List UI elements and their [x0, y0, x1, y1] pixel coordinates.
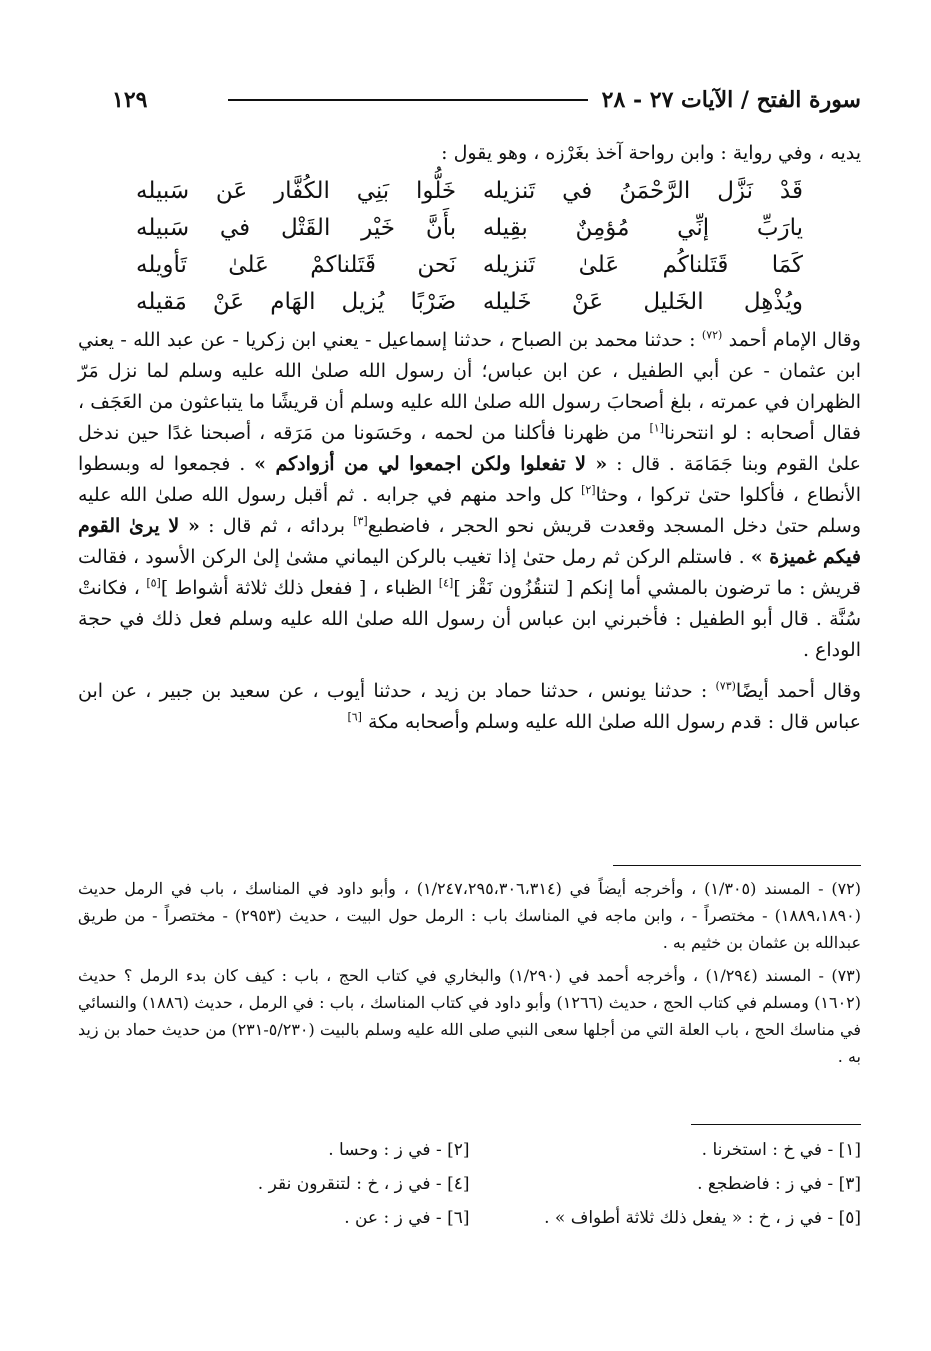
text-run: : حدثنا يونس ، حدثنا حماد بن زيد ، حدثنا أيوب ، عن سعيد بن جبير ، عن ابن عباس قال : قدم رسول الله صلىٰ الله عليه وسلم وأصحابه مكة: [78, 680, 861, 733]
variant-ref[interactable]: [٢]: [581, 483, 596, 497]
text-run: . فجمعوا له وبسطوا الأنطاع ، فأكلوا حتىٰ تركوا ، وحثا: [78, 453, 862, 506]
hemistich-left: نَحن قَتَلناكمْ عَلىٰ تَأويله: [136, 252, 457, 278]
variant-row: [78, 1167, 861, 1201]
hemistich-right: قَدْ نَزَّل الرَّحْمَنُ في تَنزيله: [482, 178, 803, 204]
hadith-paragraph: [78, 325, 861, 666]
footnote-ref[interactable]: (٧٢): [701, 328, 723, 342]
variant-note: [٦] - في ز : عن .: [344, 1208, 470, 1228]
footnote-separator: [613, 865, 861, 866]
text-run: الظباء ، [ ففعل ذلك ثلاثة أشواط ]: [160, 577, 439, 599]
variant-note: [٣] - في ز : فاضطجع .: [697, 1174, 861, 1194]
manuscript-variants: [78, 1133, 861, 1235]
variant-note: [١] - في خ : استخرنا .: [701, 1140, 861, 1160]
hemistich-right: كَمَا قَتَلناكُم عَلىٰ تَنزيله: [482, 252, 803, 278]
hemistich-left: ضَرْبًا يُزيل الهَام عَنْ مَقيله: [136, 289, 457, 315]
page-number: ١٢٩: [112, 87, 148, 113]
text-run: : حدثنا محمد بن الصباح ، حدثنا إسماعيل - يعني ابن زكريا - عن عبد الله - يعني ابن عثمان - عن أبي الطفيل ، عن ابن عباس؛ أن رسول الله صلىٰ الله عليه وسلم لما نزل مَرّ الظهران في عمرته ، بلغ أصحابَ رسول الله صلىٰ الله عليه وسلم أن قريشًا ما يتباعثون من العَجَف ، فقال أصحابه : لو انتحرنا: [78, 329, 861, 444]
poem-verse: [136, 210, 803, 247]
poem: [136, 173, 803, 321]
variant-row: [78, 1133, 861, 1167]
variants-separator: [691, 1124, 861, 1125]
hemistich-right: يارَبِّ إنِّي مُؤمِنٌ بقِيله: [482, 215, 803, 241]
text-run: من ظهرنا فأكلنا من لحمه ، وحَسَونا من مَرَقه ، أصبحنا غدًا حين ندخل علىٰ القوم وبنا جَمَامَة . قال :: [78, 422, 862, 475]
variant-row: [78, 1201, 861, 1235]
variant-ref[interactable]: [١]: [649, 421, 664, 435]
prophetic-quote: « لا تفعلوا ولكن اجمعوا لي من أزوادكم »: [254, 453, 608, 475]
poem-verse: [136, 247, 803, 284]
variant-ref[interactable]: [٤]: [438, 576, 454, 590]
footnotes: [78, 875, 861, 1076]
surah-title: سورة الفتح / الآيات ٢٧ - ٢٨: [601, 87, 861, 113]
text-run: كل واحد منهم في جرابه . ثم أقبل رسول الله صلىٰ الله عليه وسلم حتىٰ دخل المسجد وقعدت قريش نحو الحجر ، فاضطبع: [78, 484, 861, 537]
running-header: [112, 80, 861, 120]
text-run: بردائه ، ثم قال :: [199, 515, 354, 537]
footnote: (٧٢) - المسند (١/٣٠٥) ، وأخرجه أيضاً في (١/٢٤٧،٢٩٥،٣٠٦،٣١٤) ، وأبو داود في المناسك ، باب في الرمل حديث (١٨٨٩،١٨٩٠) - مختصراً - ، وابن ماجه في المناسك باب : الرمل حول البيت ، حديث (٢٩٥٣) - مختصراً - من طريق عبدالله بن عثمان بن خثيم به .: [78, 879, 862, 952]
hemistich-left: خَلُّوا بَنِي الكُفَّار عَن سَبيله: [136, 178, 457, 204]
text-run: وقال أحمد أيضًا: [735, 680, 861, 702]
footnote-ref[interactable]: (٧٣): [715, 679, 736, 693]
variant-ref[interactable]: [٣]: [353, 514, 368, 528]
text-run: وقال الإمام أحمد: [728, 329, 861, 351]
variant-note: [٥] - في ز ، خ : « يفعل ذلك ثلاثة أطواف » .: [544, 1208, 861, 1228]
hemistich-left: بأَنَّ خَيْر القَتْل في سَبيله: [136, 215, 457, 241]
variant-note: [٤] - في ز ، خ : لتنقرون نقر .: [257, 1174, 470, 1194]
variant-note: [٢] - في ز : وحسا .: [328, 1140, 470, 1160]
variant-ref[interactable]: [٦]: [347, 710, 362, 724]
text-run: . فاستلم الركن ثم رمل حتىٰ إذا تغيب بالركن اليماني مشىٰ إلىٰ الركن الأسود ، فقالت قريش : ما ترضون بالمشي أما إنكم [ لتنقُزُون نَقْز ]: [78, 546, 861, 599]
text-run: ، فكانتْ سُنَّة . قال أبو الطفيل : فأخبرني ابن عباس أن رسول الله صلىٰ الله عليه وسلم فعل ذلك في حجة الوداع .: [78, 577, 861, 661]
variant-ref[interactable]: [٥]: [146, 576, 161, 590]
header-rule: [228, 99, 588, 101]
poem-verse: [136, 173, 803, 210]
hadith-paragraph: [78, 676, 861, 738]
intro-line: يديه ، وفي رواية : وابن رواحة آخذ بغَرْزه ، وهو يقول :: [441, 142, 861, 164]
prophetic-quote: « لا يرىٰ القوم فيكم غميزة »: [78, 515, 862, 568]
main-text: [78, 138, 861, 738]
footnote: (٧٣) - المسند (١/٢٩٤) ، وأخرجه أحمد في (١/٢٩٠) والبخاري في كتاب الحج ، باب : كيف كان بدء الرمل ؟ حديث (١٦٠٢) ومسلم في كتاب الحج ، حديث (١٢٦٦) وأبو داود في كتاب المناسك ، باب : في الرمل ، حديث (١٨٨٦) والنسائي في مناسك الحج ، باب العلة التي من أجلها سعى النبي صلى الله عليه وسلم بالبيت (٥/٢٣٠-٢٣١) من حديث حماد بن زيد به .: [78, 966, 862, 1066]
hemistich-right: ويُذْهِل الخَليل عَنْ خَليله: [482, 289, 803, 315]
poem-verse: [136, 284, 803, 321]
